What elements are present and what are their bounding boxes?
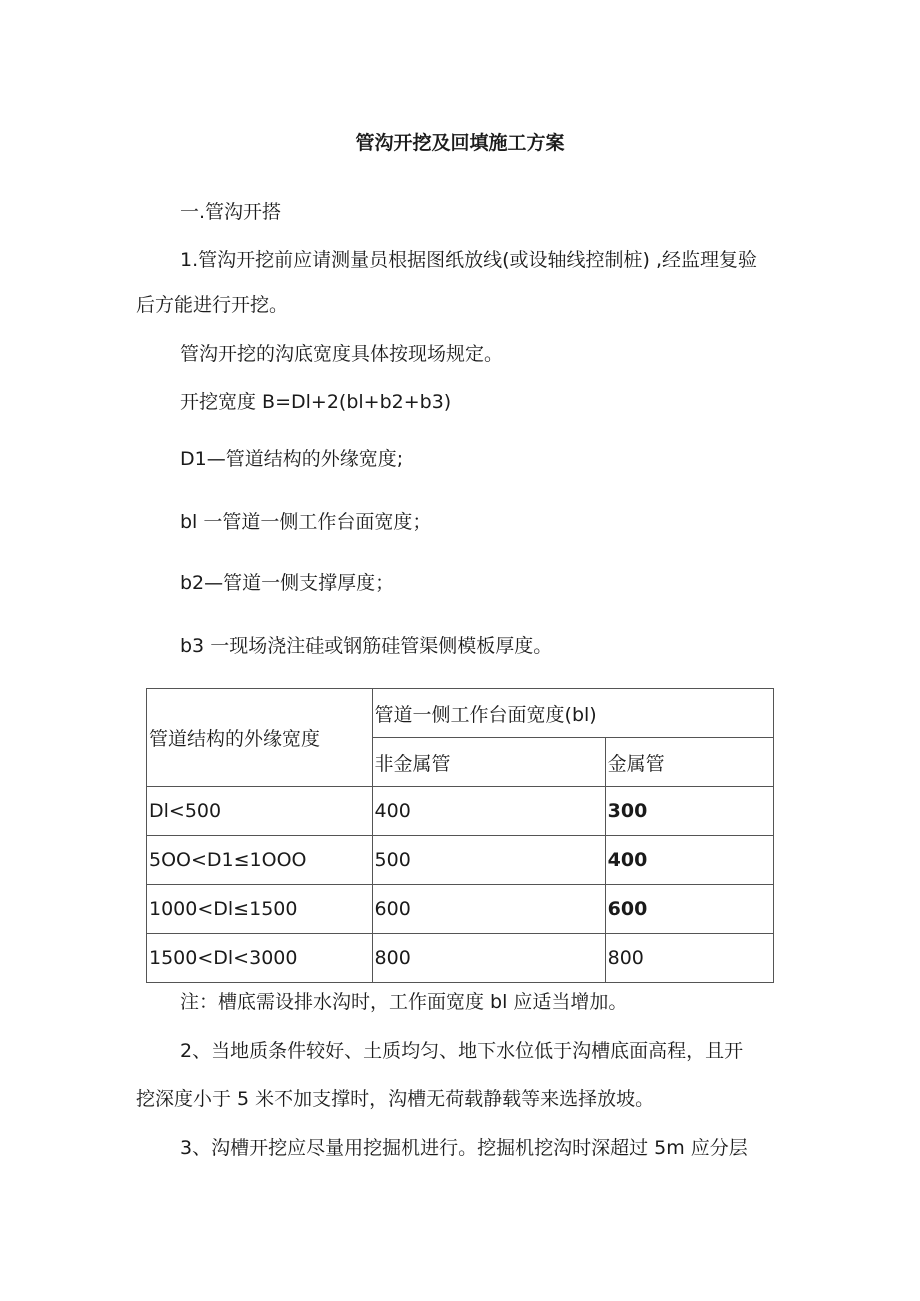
paragraph-3-line-1: 2、当地质条件较好、土质均匀、地下水位低于沟槽底面高程，且开	[180, 1040, 744, 1062]
header-metal: 金属管	[605, 738, 773, 787]
width-table	[146, 688, 774, 983]
definition-d1: D1—管道结构的外缘宽度;	[180, 448, 404, 470]
paragraph-1-line-2: 后方能进行开挖。	[136, 294, 289, 316]
paragraph-3-line-2: 挖深度小于 5 米不加支撑时，沟槽无荷载静载等来选择放坡。	[136, 1088, 655, 1110]
table-note: 注：槽底需设排水沟时，工作面宽度 bl 应适当增加。	[180, 991, 628, 1013]
cell-range: 5OO<D1≤1OOO	[147, 836, 373, 885]
cell-metal: 600	[605, 885, 773, 934]
cell-metal: 400	[605, 836, 773, 885]
paragraph-1-line-1: 1.管沟开挖前应请测量员根据图纸放线(或设轴线控制桩) ,经监理复验	[180, 249, 758, 271]
definition-b1: bl 一管道一侧工作台面宽度；	[180, 511, 432, 533]
document-title: 管沟开挖及回填施工方案	[355, 132, 565, 154]
cell-nonmetal: 800	[372, 934, 605, 983]
table-row	[147, 787, 774, 836]
header-nonmetal: 非金属管	[372, 738, 605, 787]
definition-b3: b3 一现场浇注硅或钢筋硅管渠侧模板厚度。	[180, 635, 553, 657]
formula-line: 开挖宽度 B=Dl+2(bl+b2+b3)	[180, 391, 452, 413]
cell-range: 1000<Dl≤1500	[147, 885, 373, 934]
cell-nonmetal: 600	[372, 885, 605, 934]
table-row	[147, 934, 774, 983]
cell-metal: 800	[605, 934, 773, 983]
section-heading: 一.管沟开搭	[180, 201, 282, 223]
cell-nonmetal: 500	[372, 836, 605, 885]
table-row	[147, 885, 774, 934]
table-row	[147, 836, 774, 885]
paragraph-2: 管沟开挖的沟底宽度具体按现场规定。	[180, 343, 504, 365]
cell-range: 1500<Dl<3000	[147, 934, 373, 983]
table-header-row	[147, 689, 774, 738]
cell-metal: 300	[605, 787, 773, 836]
cell-range: Dl<500	[147, 787, 373, 836]
paragraph-4-line-1: 3、沟槽开挖应尽量用挖掘机进行。挖掘机挖沟时深超过 5m 应分层	[180, 1137, 748, 1159]
definition-b2: b2—管道一侧支撑厚度；	[180, 572, 395, 594]
header-working-width: 管道一侧工作台面宽度(bl)	[372, 689, 773, 738]
cell-nonmetal: 400	[372, 787, 605, 836]
header-outer-width: 管道结构的外缘宽度	[147, 689, 373, 787]
